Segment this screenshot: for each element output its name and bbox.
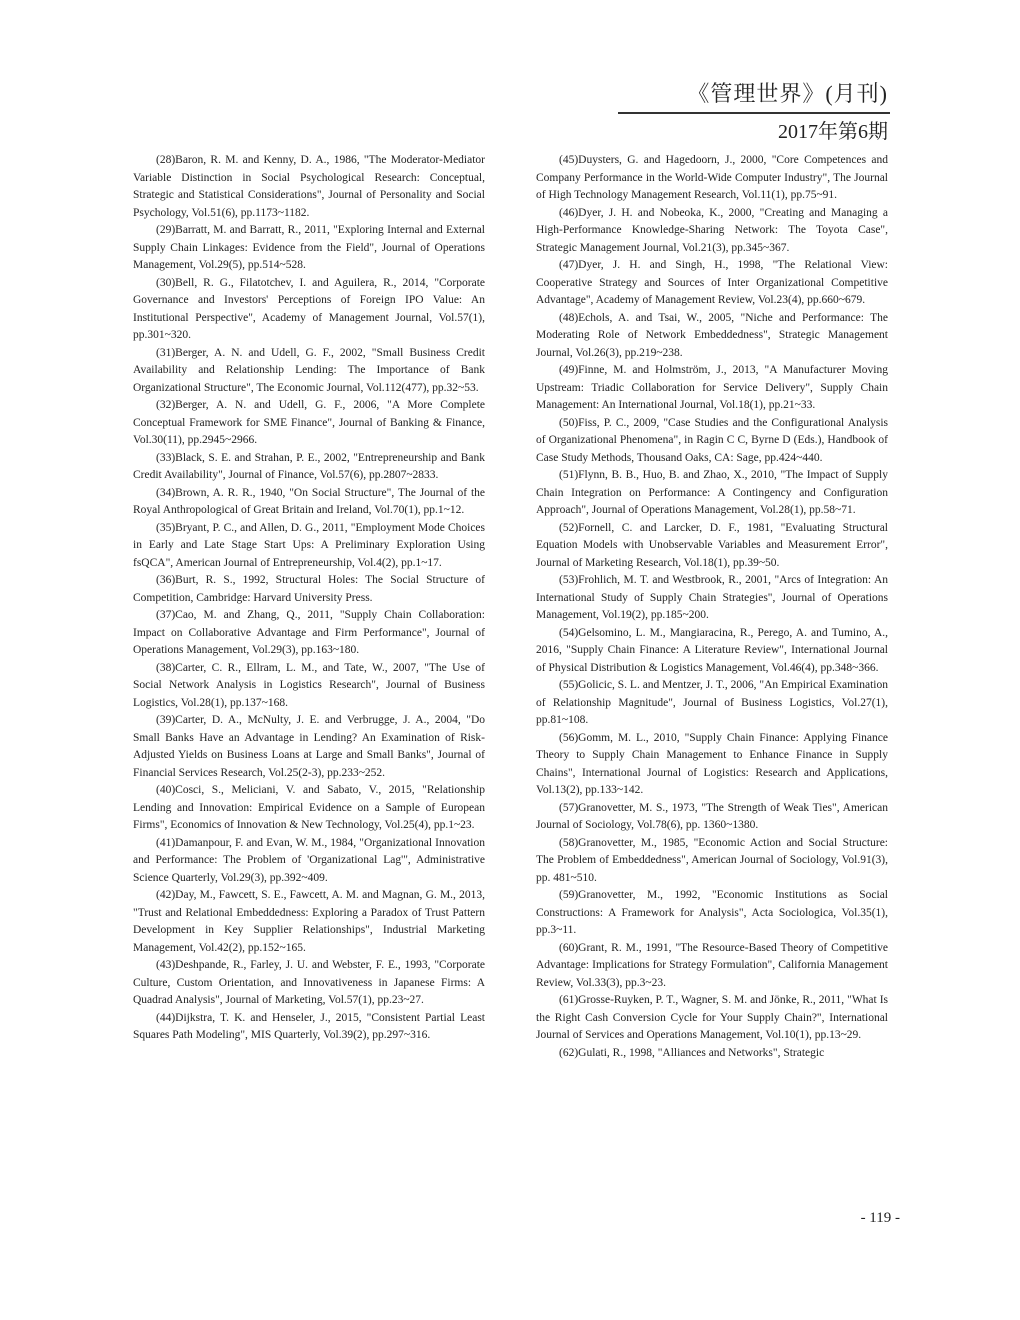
- reference-item: (28)Baron, R. M. and Kenny, D. A., 1986, "The Moderator-Mediator Variable Distinction in Social Psychological Research: Conceptual, Strategic and Statistical Considerations", Journal of Personality and Social Psychology, Vol.51(6), pp.1173~1182.: [133, 154, 485, 219]
- reference-item: (45)Duysters, G. and Hagedoorn, J., 2000, "Core Competences and Company Performance in the World-Wide Computer Industry", The Journal of High Technology Management Research, Vol.11(1), pp.75~91.: [536, 154, 888, 201]
- reference-item: (30)Bell, R. G., Filatotchev, I. and Aguilera, R., 2014, "Corporate Governance and Investors' Perceptions of Foreign IPO Value: An Institutional Perspective", Academy of Management Journal, Vol.57(1), pp.301~320.: [133, 276, 485, 341]
- header-rule: [618, 112, 890, 114]
- page-number: - 119 -: [860, 1210, 900, 1226]
- reference-item: (51)Flynn, B. B., Huo, B. and Zhao, X., 2010, "The Impact of Supply Chain Integration on Performance: A Contingency and Configuration Approach", Journal of Operations Management, Vol.28(1), pp.58~71.: [536, 469, 888, 516]
- reference-item: (62)Gulati, R., 1998, "Alliances and Networks", Strategic: [559, 1046, 825, 1059]
- reference-item: (57)Granovetter, M. S., 1973, "The Strength of Weak Ties", American Journal of Sociology, Vol.78(6), pp. 1360~1380.: [536, 801, 888, 831]
- reference-item: (39)Carter, D. A., McNulty, J. E. and Verbrugge, J. A., 2004, "Do Small Banks Have an Advantage in Lending? An Examination of Risk-Adjusted Yields on Business Loans at Large and Small Banks", Journal of Financial Services Research, Vol.25(2-3), pp.233~252.: [133, 714, 485, 779]
- reference-item: (33)Black, S. E. and Strahan, P. E., 2002, "Entrepreneurship and Bank Credit Availability", Journal of Finance, Vol.57(6), pp.2807~2833.: [133, 451, 485, 481]
- reference-item: (42)Day, M., Fawcett, S. E., Fawcett, A. M. and Magnan, G. M., 2013, "Trust and Relational Embeddedness: Exploring a Paradox of Trust Pattern Development in Key Supplier Relationships", Industrial Marketing Management, Vol.42(2), pp.152~165.: [133, 889, 485, 954]
- reference-item: (47)Dyer, J. H. and Singh, H., 1998, "The Relational View: Cooperative Strategy and Sources of Inter Organizational Competitive Advantage", Academy of Management Review, Vol.23(4), pp.660~679.: [536, 259, 888, 306]
- reference-item: (49)Finne, M. and Holmström, J., 2013, "A Manufacturer Moving Upstream: Triadic Collaboration for Service Delivery", Supply Chain Management: An International Journal, Vol.18(1), pp.21~33.: [536, 364, 888, 411]
- reference-item: (61)Grosse-Ruyken, P. T., Wagner, S. M. and Jönke, R., 2011, "What Is the Right Cash Conversion Cycle for Your Supply Chain?", International Journal of Services and Operations Management, Vol.10(1), pp.13~29.: [536, 994, 888, 1041]
- reference-item: (50)Fiss, P. C., 2009, "Case Studies and the Configurational Analysis of Organizational Phenomena", in Ragin C C, Byrne D (Eds.), Handbook of Case Study Methods, Thousand Oaks, CA: Sage, pp.424~440.: [536, 416, 888, 464]
- reference-item: (48)Echols, A. and Tsai, W., 2005, "Niche and Performance: The Moderating Role of Network Embeddedness", Strategic Management Journal, Vol.26(3), pp.219~238.: [536, 311, 888, 359]
- reference-item: (31)Berger, A. N. and Udell, G. F., 2002, "Small Business Credit Availability and Relationship Lending: The Importance of Bank Organizational Structure", The Economic Journal, Vol.112(477), pp.32~53.: [133, 346, 485, 394]
- issue-label: 2017年第6期: [778, 121, 888, 143]
- reference-item: (46)Dyer, J. H. and Nobeoka, K., 2000, "Creating and Managing a High-Performance Knowledge-Sharing Network: The Toyota Case", Strategic Management Journal, Vol.21(3), pp.345~367.: [536, 206, 888, 254]
- reference-item: (43)Deshpande, R., Farley, J. U. and Webster, F. E., 1993, "Corporate Culture, Custom Orientation, and Innovativeness in Japanese Firms: A Quadrad Analysis", Journal of Marketing, Vol.57(1), pp.23~27.: [133, 959, 485, 1006]
- journal-title: 《管理世界》(月刊): [687, 81, 888, 106]
- reference-item: (35)Bryant, P. C., and Allen, D. G., 2011, "Employment Mode Choices in Early and Late Stage Start Ups: A Preliminary Exploration Using fsQCA", American Journal of Entrepreneurship, Vol.4(2), pp.1~17.: [133, 521, 485, 569]
- reference-item: (38)Carter, C. R., Ellram, L. M., and Tate, W., 2007, "The Use of Social Network Analysis in Logistics Research", Journal of Business Logistics, Vol.28(1), pp.137~168.: [133, 661, 485, 709]
- reference-item: (29)Barratt, M. and Barratt, R., 2011, "Exploring Internal and External Supply Chain Linkages: Evidence from the Field", Journal of Operations Management, Vol.29(5), pp.514~528.: [133, 224, 485, 271]
- reference-item: (37)Cao, M. and Zhang, Q., 2011, "Supply Chain Collaboration: Impact on Collaborative Advantage and Firm Performance", Journal of Operations Management, Vol.29(3), pp.163~180.: [133, 609, 485, 656]
- references-left-column: [133, 152, 485, 1045]
- references-right-column: [536, 152, 888, 1062]
- reference-item: (40)Cosci, S., Meliciani, V. and Sabato, V., 2015, "Relationship Lending and Innovation: Empirical Evidence on a Sample of European Firms", Economics of Innovation & New Technology, Vol.25(4), pp.1~23.: [133, 784, 485, 831]
- reference-item: (55)Golicic, S. L. and Mentzer, J. T., 2006, "An Empirical Examination of Relationship Magnitude", Journal of Business Logistics, Vol.27(1), pp.81~108.: [536, 679, 888, 726]
- reference-item: (41)Damanpour, F. and Evan, W. M., 1984, "Organizational Innovation and Performance: The Problem of 'Organizational Lag'", Administrative Science Quarterly, Vol.29(3), pp.392~409.: [133, 836, 485, 884]
- reference-item: (52)Fornell, C. and Larcker, D. F., 1981, "Evaluating Structural Equation Models with Unobservable Variables and Measurement Error", Journal of Marketing Research, Vol.18(1), pp.39~50.: [536, 521, 888, 569]
- reference-item: (59)Granovetter, M., 1992, "Economic Institutions as Social Constructions: A Framework for Analysis", Acta Sociologica, Vol.35(1), pp.3~11.: [536, 889, 888, 936]
- reference-item: (32)Berger, A. N. and Udell, G. F., 2006, "A More Complete Conceptual Framework for SME Finance", Journal of Banking & Finance, Vol.30(11), pp.2945~2966.: [133, 399, 485, 446]
- reference-item: (58)Granovetter, M., 1985, "Economic Action and Social Structure: The Problem of Embeddedness", American Journal of Sociology, Vol.91(3), pp. 481~510.: [536, 836, 888, 884]
- reference-item: (53)Frohlich, M. T. and Westbrook, R., 2001, "Arcs of Integration: An International Study of Supply Chain Strategies", Journal of Operations Management, Vol.19(2), pp.185~200.: [536, 574, 888, 621]
- reference-item: (44)Dijkstra, T. K. and Henseler, J., 2015, "Consistent Partial Least Squares Path Modeling", MIS Quarterly, Vol.39(2), pp.297~316.: [133, 1011, 485, 1041]
- reference-item: (36)Burt, R. S., 1992, Structural Holes: The Social Structure of Competition, Cambridge: Harvard University Press.: [133, 574, 485, 604]
- reference-item: (54)Gelsomino, L. M., Mangiaracina, R., Perego, A. and Tumino, A., 2016, "Supply Chain Finance: A Literature Review", International Journal of Physical Distribution & Logistics Management, Vol.46(4), pp.348~366.: [536, 626, 888, 674]
- page-header: [687, 80, 888, 108]
- reference-item: (34)Brown, A. R. R., 1940, "On Social Structure", The Journal of the Royal Anthropological of Great Britain and Ireland, Vol.70(1), pp.1~12.: [133, 486, 485, 516]
- reference-item: (56)Gomm, M. L., 2010, "Supply Chain Finance: Applying Finance Theory to Supply Chain Management to Enhance Finance in Supply Chains", International Journal of Logistics: Research and Applications, Vol.13(2), pp.133~142.: [536, 731, 888, 796]
- reference-item: (60)Grant, R. M., 1991, "The Resource-Based Theory of Competitive Advantage: Implications for Strategy Formulation", California Management Review, Vol.33(3), pp.3~23.: [536, 941, 888, 989]
